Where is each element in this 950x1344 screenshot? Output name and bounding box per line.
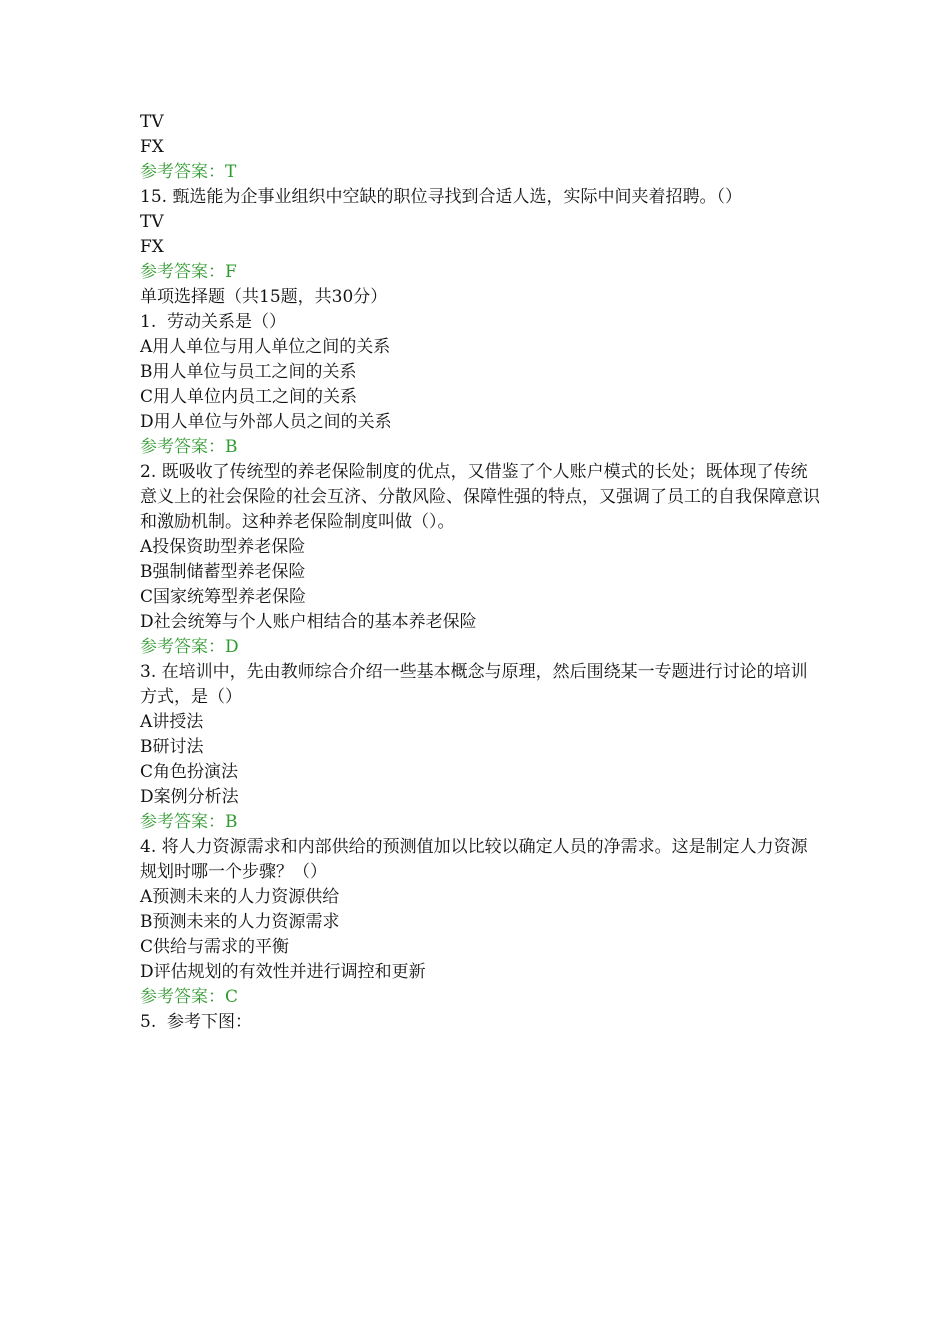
option-c: C供给与需求的平衡 (140, 937, 290, 957)
option-a: A预测未来的人力资源供给 (140, 887, 340, 907)
option-d: D用人单位与外部人员之间的关系 (140, 412, 392, 432)
option-true: TV (140, 112, 164, 132)
option-d: D社会统筹与个人账户相结合的基本养老保险 (140, 612, 477, 632)
question-3-text: 3. 在培训中，先由教师综合介绍一些基本概念与原理，然后围绕某一专题进行讨论的培训方式，是（） (140, 662, 808, 707)
question-4-text: 4. 将人力资源需求和内部供给的预测值加以比较以确定人员的净需求。这是制定人力资源规划时哪一个步骤？（） (140, 837, 808, 882)
question-15-text: 15. 甄选能为企事业组织中空缺的职位寻找到合适人选，实际中间夹着招聘。（） (140, 187, 742, 207)
option-d: D评估规划的有效性并进行调控和更新 (140, 962, 426, 982)
document-page (140, 110, 820, 1035)
option-c: C用人单位内员工之间的关系 (140, 387, 358, 407)
option-false: FX (140, 237, 164, 257)
option-b: B强制储蓄型养老保险 (140, 562, 306, 582)
option-c: C角色扮演法 (140, 762, 239, 782)
reference-answer: 参考答案：T (140, 162, 237, 182)
option-a: A投保资助型养老保险 (140, 537, 306, 557)
option-c: C国家统筹型养老保险 (140, 587, 307, 607)
reference-answer: 参考答案：B (140, 437, 238, 457)
option-b: B预测未来的人力资源需求 (140, 912, 340, 932)
option-true: TV (140, 212, 164, 232)
option-b: B用人单位与员工之间的关系 (140, 362, 357, 382)
reference-answer: 参考答案：F (140, 262, 237, 282)
option-a: A用人单位与用人单位之间的关系 (140, 337, 391, 357)
option-b: B研讨法 (140, 737, 204, 757)
question-1-text: 1. 劳动关系是（） (140, 312, 287, 332)
option-false: FX (140, 137, 164, 157)
option-a: A讲授法 (140, 712, 204, 732)
reference-answer: 参考答案：B (140, 812, 238, 832)
option-d: D案例分析法 (140, 787, 239, 807)
section-title: 单项选择题（共15题，共30分） (140, 287, 388, 307)
reference-answer: 参考答案：C (140, 987, 239, 1007)
reference-answer: 参考答案：D (140, 637, 239, 657)
question-2-text: 2. 既吸收了传统型的养老保险制度的优点，又借鉴了个人账户模式的长处；既体现了传统意义上的社会保险的社会互济、分散风险、保障性强的特点，又强调了员工的自我保障意识和激励机制。这种养老保险制度叫做（）。 (140, 462, 820, 532)
question-5-text: 5. 参考下图： (140, 1012, 253, 1032)
